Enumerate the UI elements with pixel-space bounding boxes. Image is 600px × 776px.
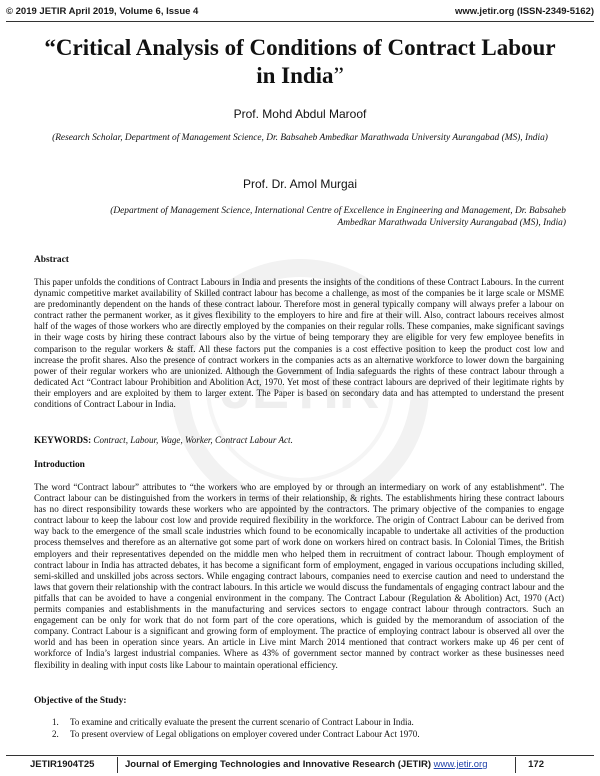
journal-name: Journal of Emerging Technologies and Innovative Research (JETIR) www.jetir.org (125, 759, 488, 770)
header-rule (6, 21, 594, 22)
author-1-affiliation: (Research Scholar, Department of Management Science, Dr. Babsaheb Ambedkar Marathwada University Aurangabad (MS), India) (52, 133, 548, 143)
footer-rule (6, 755, 594, 756)
page-header (6, 6, 594, 20)
header-citation: © 2019 JETIR April 2019, Volume 6, Issue 4 (6, 6, 199, 17)
title-close-quote: ” (333, 63, 344, 88)
objectives-heading: Objective of the Study: (34, 696, 127, 706)
page-number: 172 (528, 759, 544, 770)
author-2-affiliation: (Department of Management Science, International Centre of Excellence in Engineering and Management, Dr. Babsaheb Ambedkar Marathwada University Aurangabad (MS), India) (110, 206, 566, 228)
objective-item: 1. To examine and critically evaluate the present the current scenario of Contract Labour in India. (52, 717, 414, 727)
objective-item: 2. To present overview of Legal obligations on employer covered under Contract Labour Act 1970. (52, 728, 420, 739)
keywords-label: KEYWORDS: (34, 435, 92, 445)
title-text: Critical Analysis of Conditions of Contract Labour in India (55, 35, 556, 88)
introduction-body: The word “Contract labour” attributes to “the workers who are employed by or through an intermediary on work of any establishment”. The Contract labour can be distinguished from the workers in terms of their relationship, & rights. The establishments hiring these contract labours has no direct responsibility towards these workers who are appointed by the contractors. The primary objective of the companies to engage contract labour to keep the labour cost low and provide required flexibility in the workforce. The origin of Contract Labour can be derived from way back to the emergence of the small scale industries which found to be economically incapable to undertake all activities of the production process themselves and therefore as an alternative got some part of work done on workers hired on contract basis. In Colonial Times, the British employers and their representatives depended on the middle men who helped them in recruitment of contract labour. Though employment of contract labour in India has attracted debates, it has become a significant form of employment, engaged in various occupations including skilled, semi-skilled and unskilled jobs across sectors. While engaging contract labours, companies need to exercise caution and need to understand the laws that govern their relationship with the contract labours. In this article we would discuss the fundamentals of engaging contract labour and the pitfalls that can be avoided to have a congenial environment in the company. The Contract Labour (Regulation & Abolition) Act, 1970 (Act) permits companies and establishments in the manufacturing and services sectors to engage contract labour through contractors. Such an engagement can be only for work that do not form part of the core operations, which is guided by the memorandum of association of the company. Contract Labour is a significant and growing form of employment. The practice of employing contract labour is observed all over the world and has been in operation since years. An article in Live mint March 2014 mentioned that contract workers make up 46 per cent of workforce of India’s largest industrial companies. Where as 43% of government sector manned by contract worker as these businesses need flexibility in dealing with input costs like Labour to maintain operational efficiency. (34, 482, 564, 670)
introduction-heading: Introduction (34, 460, 85, 470)
title-open-quote: “ (44, 35, 56, 60)
author-2-name: Prof. Dr. Amol Murgai (242, 177, 358, 191)
keywords-line (34, 435, 564, 445)
footer-divider (117, 757, 118, 773)
paper-title (40, 34, 560, 90)
paper-code: JETIR1904T25 (30, 759, 95, 770)
objectives-list (52, 717, 564, 740)
footer-divider (515, 757, 516, 773)
journal-link[interactable]: www.jetir.org (433, 759, 488, 770)
abstract-heading: Abstract (34, 255, 69, 265)
keywords-text: Contract, Labour, Wage, Worker, Contract Labour Act. (93, 435, 293, 445)
abstract-body: This paper unfolds the conditions of Contract Labours in India and presents the insights of the conditions of these Contract Labours. In the current dynamic competitive market availability of Skilled contract labour has become a challenge, as most of the companies be it large scale or MSME are predominantly dependent on the hands of these contract labour. Therefore most in general typically company will always prefer a labour on contract rather the permanent worker, as it gives flexibility to the employers to hire and fire at their will. Also, contract labours receives almost half of the wages of those workers who are directly employed by the companies on their regular rolls. These companies, make significant savings in their wage costs by hiring these contract labours also by the virtue of being temporary they are eligible for very few employee benefits in comparison to the regular workers & staff. All these factors put the companies is a cost effective position to keep the product cost low and increase the profit shares. Also the presence of contract workers in the companies acts as an alternative workforce to lower down the bargaining power of their regular workers who are unionized. Although the Government of India safeguards the rights of these contract labour through a dedicated Act “Contract labour Prohibition and Abolition Act, 1970. Yet most of these contract labours are deprived of their legitimate rights by their employers and are exploited by them to larger extent. The Paper is based on secondary data and has attempted to understand the present conditions of Contract Labour in India. (34, 277, 564, 410)
header-website: www.jetir.org (ISSN-2349-5162) (454, 6, 594, 17)
page-footer (6, 759, 594, 773)
author-1-name: Prof. Mohd Abdul Maroof (233, 107, 367, 121)
watermark-text: JETIR (220, 357, 380, 420)
